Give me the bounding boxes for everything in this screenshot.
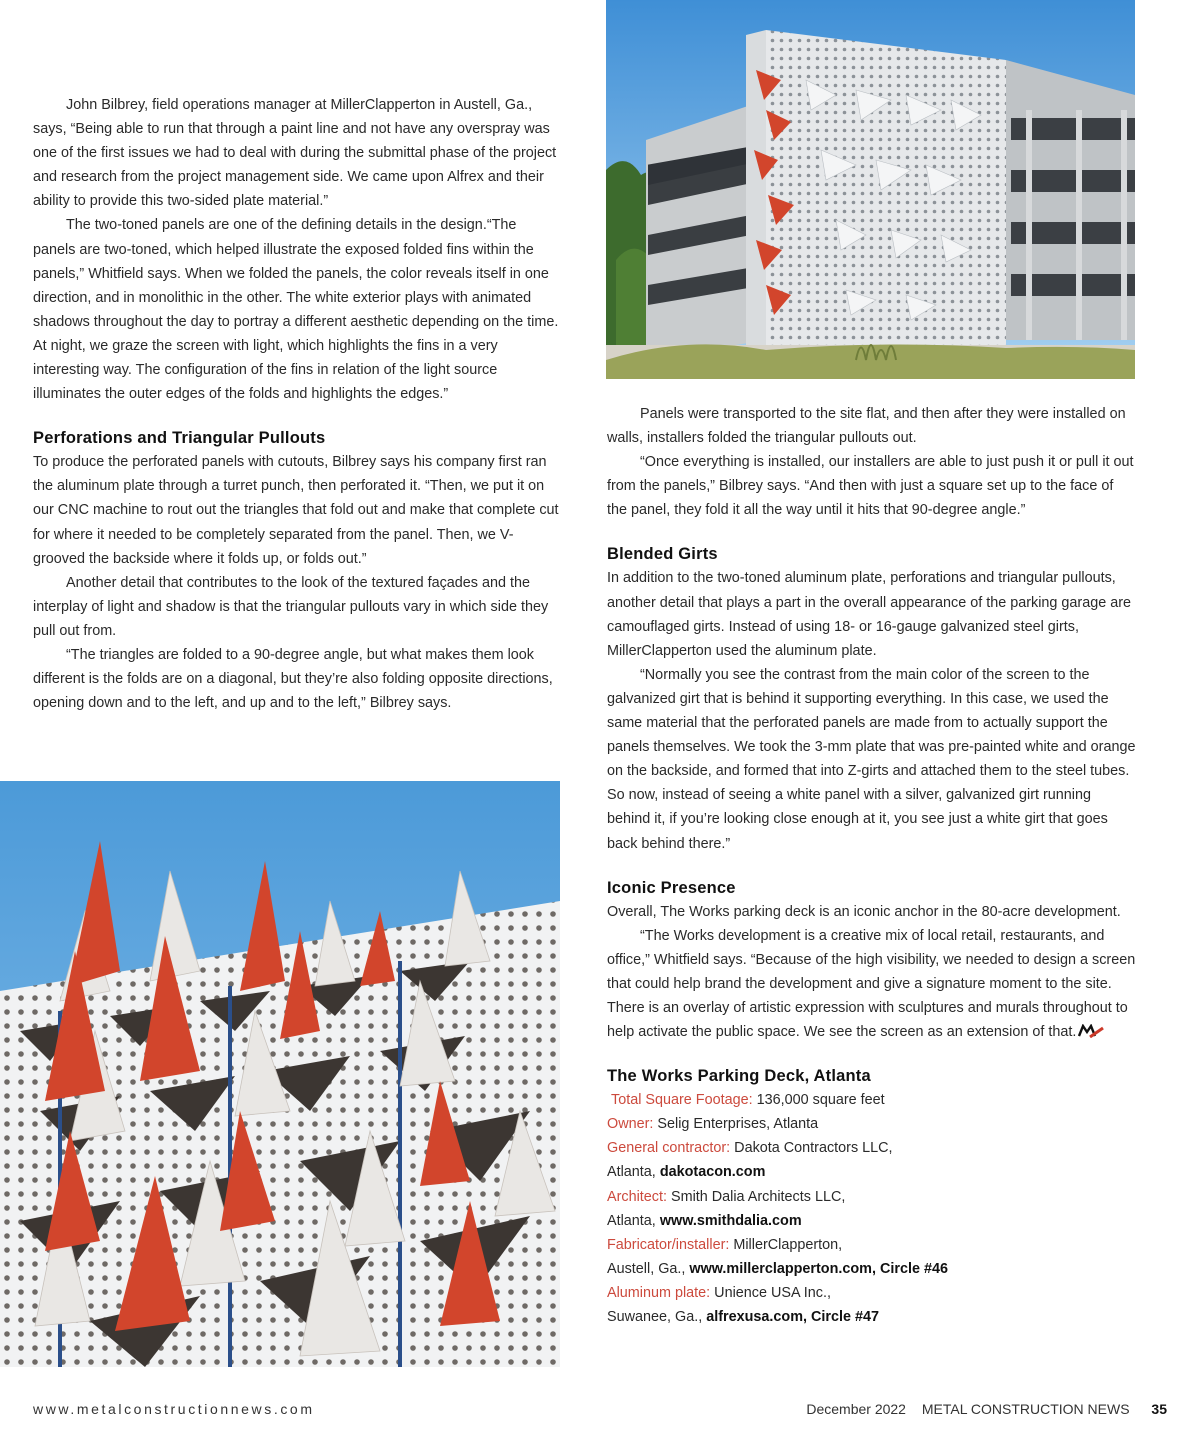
paragraph: Overall, The Works parking deck is an iconic anchor in the 80-acre development.	[607, 903, 1121, 920]
fact-value: Dakota Contractors LLC,	[730, 1140, 893, 1157]
section-heading-perforations: Perforations and Triangular Pullouts	[33, 429, 326, 448]
fact-label: Fabricator/installer:	[607, 1236, 730, 1253]
fact-row	[607, 1136, 1137, 1160]
paragraph: John Bilbrey, field operations manager at MillerClapperton in Austell, Ga., says, “Being able to run that through a paint line and not have any overspray was one of the first issues we had to deal with during the submittal phase of the project and research from the project management side. We came upon Alfrex and their ability to provide this two-sided plate material.”	[33, 97, 557, 210]
fact-label: Owner:	[607, 1116, 654, 1133]
paragraph: The two-toned panels are one of the defining details in the design.“The panels are two-toned, which helped illustrate the exposed folded fins within the panels,” Whitfield says. When we folded the panels, the color reveals itself in one direction, and in monolithic in the other. The white exterior plays with animated shadows throughout the day to portray a different aesthetic depending on the time. At night, we graze the screen with light, which highlights the fins in a very interesting way. The configuration of the fins in relation of the light source illuminates the outer edges of the folds and highlights the edges.”	[33, 217, 559, 403]
fact-value: Selig Enterprises, Atlanta	[653, 1116, 819, 1133]
fact-label: Total Square Footage:	[611, 1092, 753, 1109]
factbox	[607, 1088, 1137, 1329]
paragraph: “Once everything is installed, our installers are able to just push it or pull it out from the panels,” Bilbrey says. “And then with just a square set up to the face of the panel, they fold it all the way until it hits that 90-degree angle.”	[607, 454, 1134, 519]
fact-row	[607, 1209, 1137, 1233]
paragraph: Another detail that contributes to the look of the textured façades and the interplay of light and shadow is that the triangular pullouts vary in which side they pull out from.	[33, 574, 549, 639]
fact-row	[607, 1160, 1137, 1184]
spacer	[33, 406, 560, 426]
paragraph-text: “The Works development is a creative mix of local retail, restaurants, and office,” Whitfield says. “Because of the high visibility, we needed to design a screen that could help brand the development and give a signature moment to the site. There is an overlay of artistic expression with sculptures and murals throughout to help activate the public space. We see the screen as an extension of that.	[607, 927, 1136, 1041]
paragraph: In addition to the two-toned aluminum plate, perforations and triangular pullouts, another detail that plays a part in the overall appearance of the parking garage are camouflaged girts. Instead of using 18- or 16-gauge galvanized steel girts, MillerClapperton used the aluminum plate.	[607, 570, 1132, 659]
fact-label: General contractor:	[607, 1140, 731, 1157]
spacer	[607, 856, 1137, 876]
fact-link: alfrexusa.com, Circle #47	[706, 1309, 879, 1325]
paragraph: “Normally you see the contrast from the main color of the screen to the galvanized girt that is behind it supporting everything. In this case, we used the same material that the perforated panels are made from to actually support the panels themselves. We took the 3-mm plate that was pre-painted white and orange on the backside, and formed that into Z-girts and attached them to the steel tubes. So now, instead of seeing a white panel with a silver, galvanized girt running behind it, if you’re looking close enough at it, you see just a white girt that goes back behind there.”	[607, 666, 1136, 852]
parking-deck-photo	[606, 0, 1135, 379]
fact-link: www.smithdalia.com	[659, 1212, 802, 1229]
right-column	[607, 402, 1137, 1329]
spacer	[607, 1044, 1137, 1064]
page-number: 35	[1151, 1401, 1167, 1417]
section-heading-iconic-presence: Iconic Presence	[607, 878, 736, 897]
left-column	[33, 93, 560, 715]
fact-value: Unience USA Inc.,	[710, 1284, 831, 1301]
fins-closeup-photo	[0, 781, 560, 1367]
fact-row	[607, 1257, 1137, 1281]
footer-folio	[794, 1401, 1167, 1417]
fact-label: Aluminum plate:	[607, 1284, 711, 1301]
mcn-end-mark-icon	[1078, 1024, 1104, 1038]
fact-label: Architect:	[607, 1188, 667, 1205]
fact-city: Suwanee, Ga.,	[607, 1309, 707, 1325]
fact-city: Atlanta,	[607, 1164, 660, 1181]
factbox-title: The Works Parking Deck, Atlanta	[607, 1067, 871, 1086]
fact-value: 136,000 square feet	[752, 1092, 885, 1109]
fact-row	[607, 1281, 1137, 1305]
fact-city: Atlanta,	[607, 1212, 660, 1229]
fact-row	[607, 1185, 1137, 1209]
section-heading-blended-girts: Blended Girts	[607, 545, 718, 564]
fact-row	[607, 1233, 1137, 1257]
fact-link: www.millerclapperton.com, Circle #46	[689, 1260, 948, 1277]
paragraph: Panels were transported to the site flat, and then after they were installed on walls, installers folded the triangular pullouts out.	[607, 406, 1126, 447]
fact-value: Smith Dalia Architects LLC,	[666, 1188, 846, 1205]
fact-row	[607, 1088, 1137, 1112]
spacer	[607, 522, 1137, 542]
fact-city: Austell, Ga.,	[607, 1260, 690, 1277]
fact-link: dakotacon.com	[659, 1164, 766, 1181]
paragraph: “The triangles are folded to a 90-degree angle, but what makes them look different is the folds are on a diagonal, but they’re also folding opposite directions, opening down and to the left, and up and to the left,” Bilbrey says.	[33, 646, 553, 712]
footer-website: www.metalconstructionnews.com	[33, 1401, 315, 1417]
fact-value: MillerClapperton,	[729, 1236, 843, 1253]
paragraph	[607, 924, 1137, 1044]
fact-row	[607, 1112, 1137, 1136]
fact-row	[607, 1305, 1137, 1329]
footer-magazine: METAL CONSTRUCTION NEWS	[921, 1401, 1130, 1417]
paragraph: To produce the perforated panels with cutouts, Bilbrey says his company first ran the aluminum plate through a turret punch, then perforated it. “Then, we put it on our CNC machine to rout out the triangles that fold out and make that complete cut for where it needed to be completely separated from the panel. Then, we V-grooved the backside where it folds up, or folds out.”	[33, 454, 559, 567]
footer-date: December 2022	[806, 1401, 906, 1417]
